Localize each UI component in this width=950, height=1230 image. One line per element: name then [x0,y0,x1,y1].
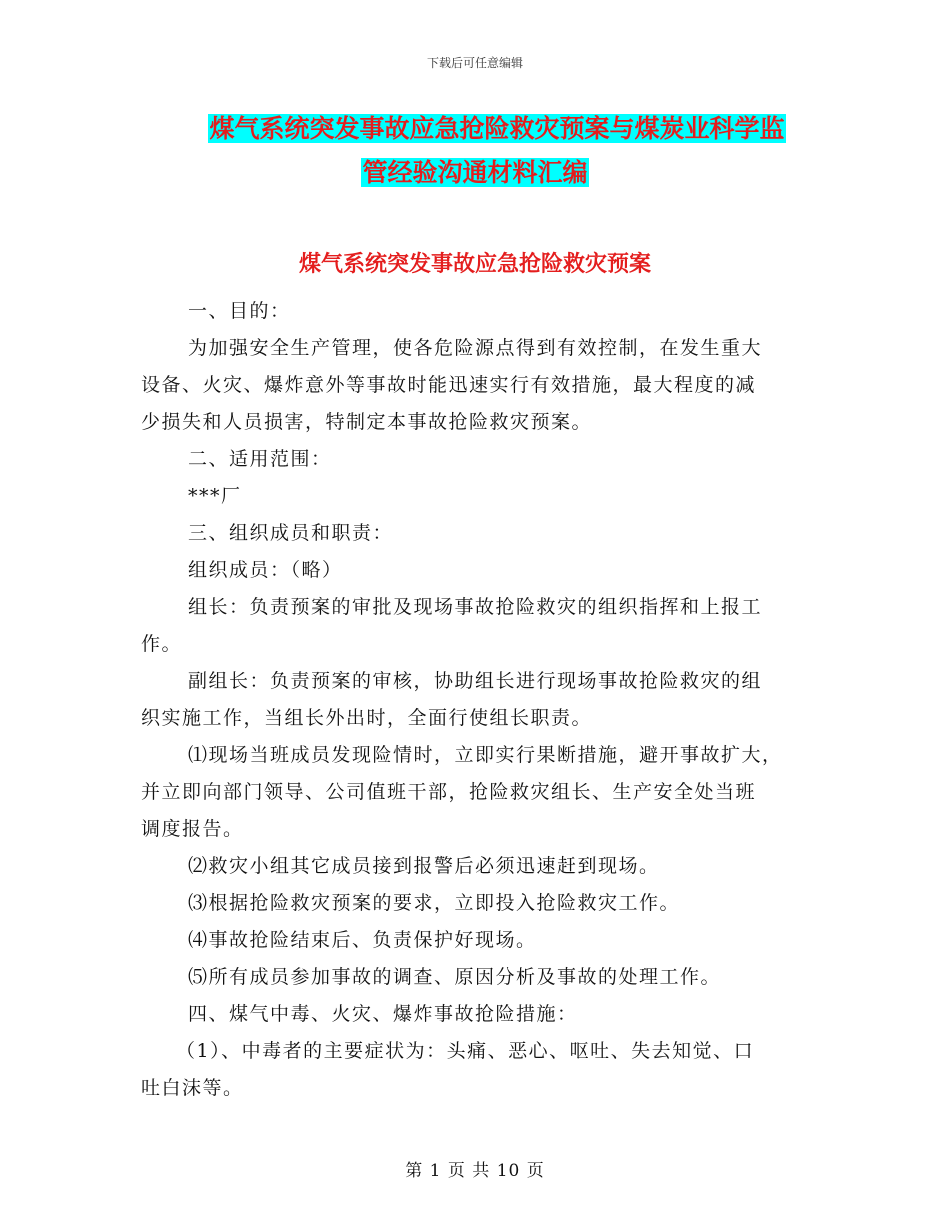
document-title-line-1: 煤气系统突发事故应急抢险救灾预案与煤炭业科学监 [209,114,785,143]
paragraph-line: 吐白沫等。 [141,1077,244,1099]
section-title: 煤气系统突发事故应急抢险救灾预案 [298,252,651,277]
list-item: ⑶根据抢险救灾预案的要求，立即投入抢险救灾工作。 [188,892,681,914]
paragraph-line: 调度报告。 [141,818,244,840]
list-item: ⑷事故抢险结束后、负责保护好现场。 [188,929,537,951]
paragraph-line: 组织成员：（略） [188,559,343,581]
page-footer: 第 1 页 共 10 页 [405,1161,545,1181]
list-item: ⑴现场当班成员发现险情时，立即实行果断措施，避开事故扩大， [188,744,783,766]
list-item: ⑵救灾小组其它成员接到报警后必须迅速赶到现场。 [188,855,660,877]
heading-scope: 二、适用范围： [188,448,332,470]
paragraph-line: 组长：负责预案的审批及现场事故抢险救灾的组织指挥和上报工 [188,596,763,618]
paragraph-line: 为加强安全生产管理，使各危险源点得到有效控制，在发生重大 [188,337,763,359]
paragraph-line: 设备、火灾、爆炸意外等事故时能迅速实行有效措施，最大程度的减 [141,374,757,396]
list-item: （1）、中毒者的主要症状为：头痛、恶心、呕吐、失去知觉、口 [176,1040,755,1062]
paragraph-line: 并立即向部门领导、公司值班干部，抢险救灾组长、生产安全处当班 [141,781,757,803]
heading-measures: 四、煤气中毒、火灾、爆炸事故抢险措施： [188,1003,578,1025]
document-title-line-2: 管经验沟通材料汇编 [362,158,588,187]
header-note: 下载后可任意编辑 [426,56,523,70]
paragraph-line: 少损失和人员损害，特制定本事故抢险救灾预案。 [141,411,593,433]
heading-organization: 三、组织成员和职责： [188,522,394,544]
heading-purpose: 一、目的： [188,300,291,322]
paragraph-line: 织实施工作，当组长外出时，全面行使组长职责。 [141,707,593,729]
paragraph-line: ***厂 [188,485,242,507]
paragraph-line: 作。 [141,633,183,655]
list-item: ⑸所有成员参加事故的调查、原因分析及事故的处理工作。 [188,966,722,988]
paragraph-line: 副组长：负责预案的审核，协助组长进行现场事故抢险救灾的组 [188,670,763,692]
